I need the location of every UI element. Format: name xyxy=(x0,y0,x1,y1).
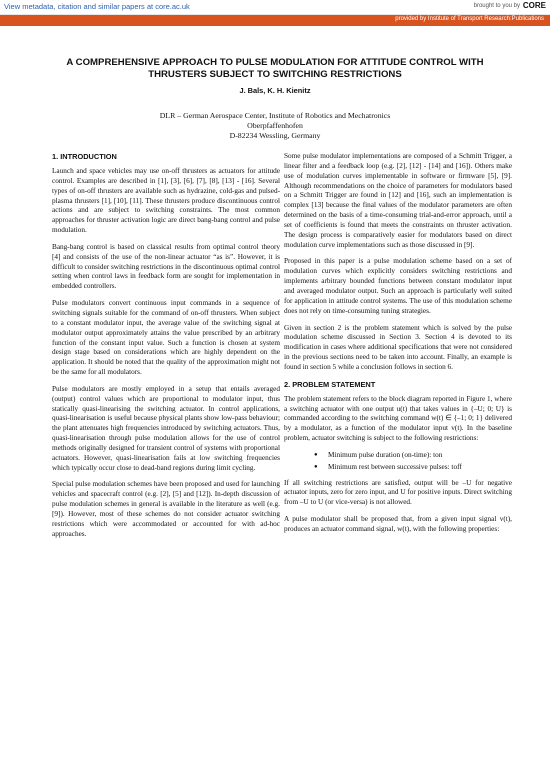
paragraph: Bang-bang control is based on classical results from optimal control theory [4] and consists of the use of the non-linear actuator “as is”. However, it is difficult to consider switching restrictions in the discontinuous optimal control setting when control laws in feedback form are sought for implementation in embedded controllers. xyxy=(52,242,280,291)
affiliation-block xyxy=(0,111,550,141)
list-item: ● Minimum pulse duration (on-time): ton xyxy=(314,451,512,461)
core-metadata-link[interactable]: View metadata, citation and similar papers at core.ac.uk xyxy=(4,2,190,11)
affiliation-line: Oberpfaffenhofen xyxy=(247,121,303,130)
paragraph: A pulse modulator shall be proposed that, from a given input signal v(t), produces an actuator command signal, w(t), with the following properties: xyxy=(284,515,512,533)
paragraph: If all switching restrictions are satisfied, output will be –U for negative actuator inputs, zero for zero input, and U for positive inputs. Direct switching from –U to U (or vice-versa) is not allowed. xyxy=(284,478,512,507)
paragraph: Some pulse modulator implementations are composed of a Schmitt Trigger, a linear filter and a feedback loop (e.g. [2], [12] - [14] and [16]). Others make use of modulation curves implementable in software or firmware [5], [9]. Although recommendations on the choice of parameters for modulators based on a Schmitt Trigger are found in [12] and [16], such an implementation is complex [13] because the final values of the modulator parameters are often determined on the basis of a time-consuming trial-and-error approach, until a set of coefficients is found that meets the constraints on thruster activation. The design process is comparatively easier for modulators based on direct modulation curve implementations such as those discussed in [9]. xyxy=(284,152,512,249)
section-heading-introduction: 1. INTRODUCTION xyxy=(52,152,117,161)
affiliation-line: D-82234 Wessling, Germany xyxy=(229,131,321,140)
paragraph: Special pulse modulation schemes have been proposed and used for launching vehicles and spacecraft control (e.g. [2], [5] and [12]). In-depth discussion of pulse modulation schemes in general is available in the literature as well (e.g. [9]). However, most of these schemes do not consider actuator switching restrictions which were accommodated or accounted for with ad-hoc approaches. xyxy=(52,480,280,538)
affiliation-line: DLR – German Aerospace Center, Institute of Robotics and Mechatronics xyxy=(159,111,391,120)
restrictions-list xyxy=(314,451,512,473)
paragraph: Given in section 2 is the problem statement which is solved by the pulse modulation scheme discussed in Section 3. Section 4 is devoted to its modification in cases where additional specifications that were not considered in the previous sections need to be taken into account. Finally, an example is found in section 5 while a conclusion follows in section 6. xyxy=(284,323,512,371)
paragraph: Launch and space vehicles may use on-off thrusters as actuators for attitude control. Examples are described in [1], [3], [6], [7], [8], [13] - [16]. Several types of on-off thrusters are available such as hydrazine, cold-gas and pulsed-plasma thrusters [1], [10], [11]. These thrusters produce discontinuous control actions and are subject to switching constraints. The most common approaches for thruster activation logic are direct bang-bang control and pulse modulation. xyxy=(52,167,280,235)
left-column xyxy=(52,152,280,547)
right-column xyxy=(284,152,512,542)
list-item: ● Minimum rest between successive pulses: toff xyxy=(314,463,512,473)
core-banner xyxy=(0,0,550,15)
brought-by-text: brought to you by xyxy=(473,3,520,9)
provided-by-text[interactable]: provided by Institute of Transport Research:Publications xyxy=(395,16,544,22)
core-logo[interactable]: CORE xyxy=(522,1,546,10)
paper-title: A COMPREHENSIVE APPROACH TO PULSE MODULATION FOR ATTITUDE CONTROL WITH THRUSTERS SUBJECT TO SWITCHING RESTRICTIONS xyxy=(66,57,484,80)
paragraph: Pulse modulators are mostly employed in a setup that entails averaged (output) control values which are proportional to modulator input, thus statically quasi-linearising the switching actuator. In control applications, quasi-linearisation is useful because physical plants show low-pass behaviour; the plant attenuates high frequencies introduced by switching actuators. Thus, quasi-linearisation through pulse modulation allows for the use of control methods originally designed for transient control of systems with proportional actuators. However, quasi-linearisation fails at low switching frequencies which typically occur close to dead-band regions during limit cycling. xyxy=(52,384,280,472)
paragraph: Pulse modulators convert continuous input commands in a sequence of switching signals suitable for the command of on-off thrusters. When subject to a constant modulator input, the average value of the switching signal at modulator output approximately attains the value prescribed by an arbitrary function of the constant input value. Such a function is chosen at system design stage based on considerations which are highly dependent on the application. It should be noted that the quality of the approximation might not be the same for all modulators. xyxy=(52,299,280,377)
paragraph: Proposed in this paper is a pulse modulation scheme based on a set of modulation curves which explicitly considers switching restrictions and implements arbitrary bounded functions between constant modulator input and averaged modulator output. Such an approach is particularly well suited for application in attitude control systems. The use of this modulation scheme does not rely on time-consuming tuning strategies. xyxy=(284,257,512,315)
paragraph: The problem statement refers to the block diagram reported in Figure 1, where a switching actuator with one output u(t) that takes values in {–U; 0; U} is commanded according to the switching command w(t) ∈ {–1; 0; 1} delivered by a modulator, as a function of the modulator input v(t). In the baseline problem, actuator switching is subject to the following restrictions: xyxy=(284,394,512,443)
section-heading-problem-statement: 2. PROBLEM STATEMENT xyxy=(284,379,376,389)
paper-authors: J. Bals, K. H. Kienitz xyxy=(239,86,311,95)
provider-strip xyxy=(0,15,550,26)
